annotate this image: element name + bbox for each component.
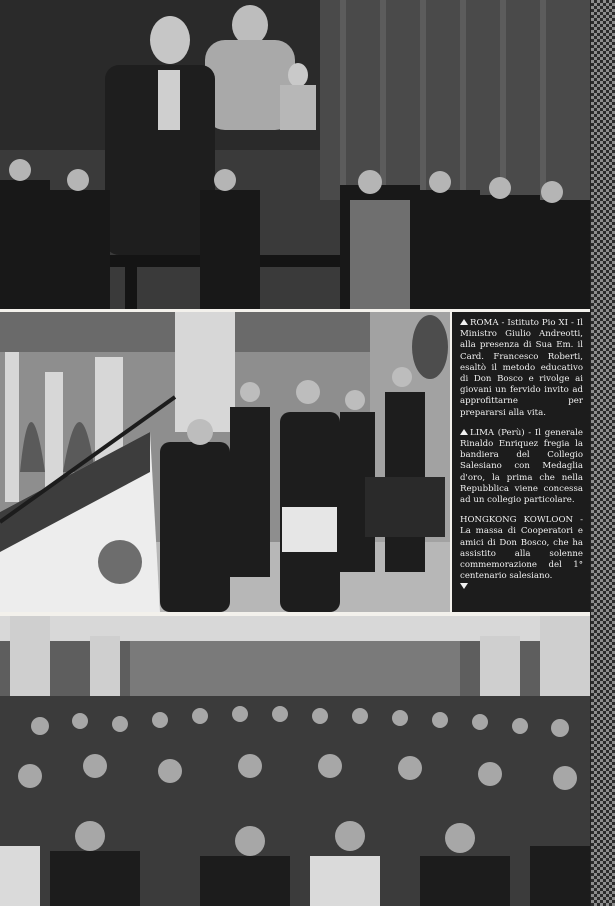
caption-box	[452, 312, 590, 612]
checkered-margin-strip	[590, 0, 615, 906]
caption-rome	[460, 318, 583, 419]
photo-hongkong-audience	[0, 616, 590, 906]
caption-hongkong	[460, 515, 583, 593]
photo-lima-flag	[0, 312, 450, 612]
photo-rome-ceremony	[0, 0, 590, 309]
caption-lima-text: LIMA (Perù) - Il generale Rinaldo Enriquez fregia la bandiera del Collegio Salesiano con Medaglia d'oro, la prima che nella Repubblica viene concessa ad un collegio particolare.	[460, 427, 583, 506]
caption-hongkong-text: - La massa di Cooperatori e amici di Don Bosco, che ha assistito alla solenne commemorazione del 1° centenario salesiano.	[460, 515, 583, 582]
caption-rome-text: ROMA - Istituto Pio XI - Il Ministro Giulio Andreotti, alla presenza di Sua Em. il Card. Francesco Roberti, esaltò il metodo educativo di Don Bosco e rivolge ai giovani un fervido invito ad approfittarne per prepararsi alla vita.	[460, 318, 583, 418]
triangle-up-icon	[460, 429, 468, 435]
caption-hongkong-head: HONGKONG KOWLOON	[460, 515, 574, 526]
triangle-down-icon	[460, 583, 468, 589]
triangle-up-icon	[460, 319, 468, 325]
caption-lima	[460, 428, 583, 506]
